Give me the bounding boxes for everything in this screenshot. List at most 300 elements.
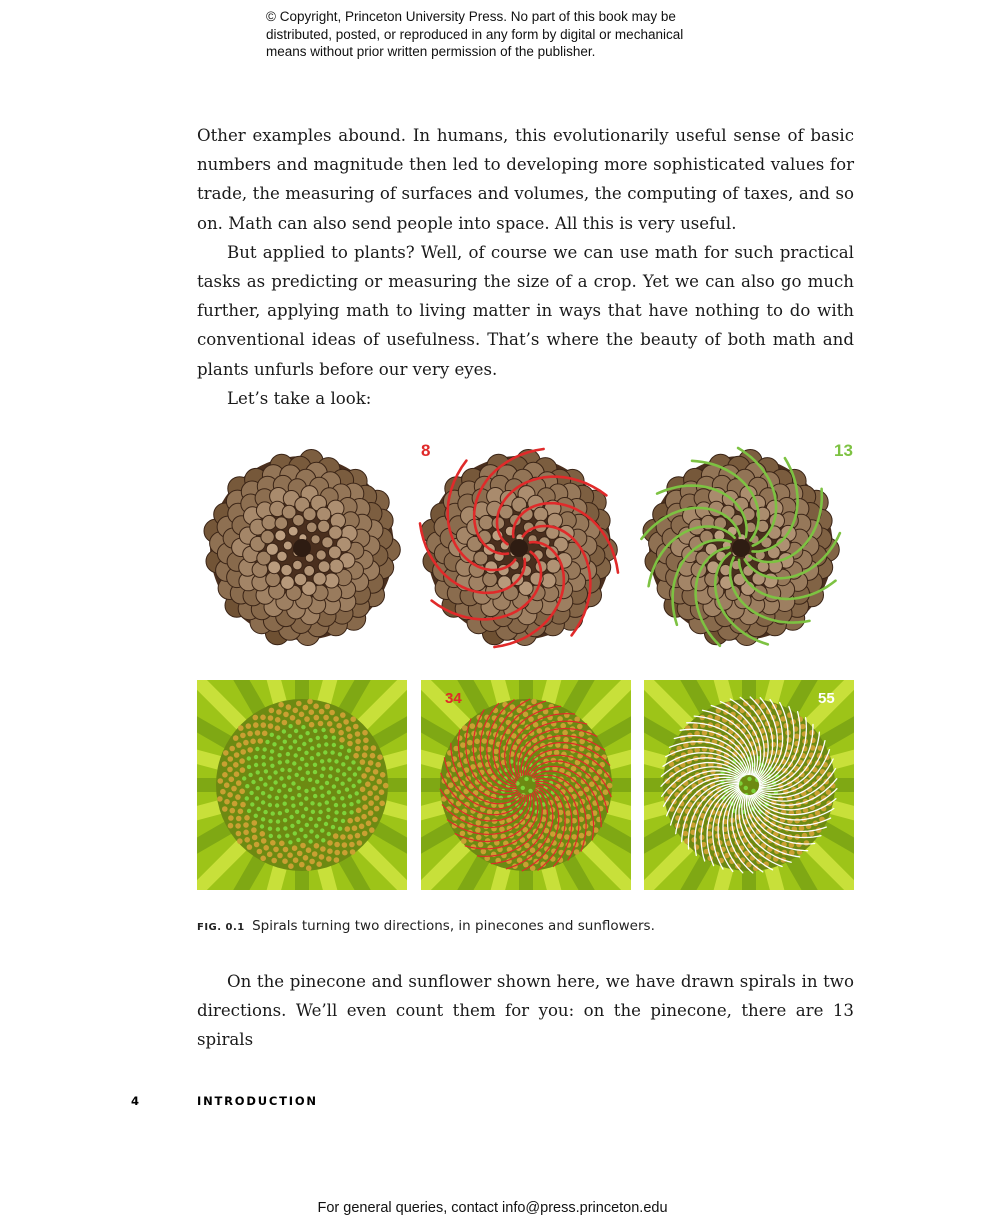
floret xyxy=(282,858,288,864)
floret xyxy=(314,824,318,828)
floret xyxy=(333,833,339,839)
floret xyxy=(571,834,577,840)
copyright-notice xyxy=(266,8,736,61)
floret xyxy=(231,786,237,792)
floret xyxy=(326,856,332,862)
paragraph: But applied to plants? Well, of course we can use math for such practical tasks as predicting or measuring the size of a crop. Yet we can also go much further, applying math to living matter in ways that have nothing to do with conventional ideas of usefulness. That’s where the beauty of both math and plants unfurls before our very eyes. xyxy=(197,242,854,379)
floret xyxy=(273,780,277,784)
floret xyxy=(586,831,592,837)
floret xyxy=(288,724,292,728)
floret xyxy=(327,721,333,727)
floret xyxy=(306,865,312,871)
floret xyxy=(374,795,380,801)
floret xyxy=(523,862,529,868)
floret xyxy=(261,800,265,804)
floret xyxy=(314,715,320,721)
floret xyxy=(236,816,242,822)
body-text-continued xyxy=(197,967,854,1055)
cone-scale xyxy=(294,573,306,585)
floret xyxy=(235,794,241,800)
floret xyxy=(273,770,277,774)
floret xyxy=(326,808,330,812)
floret xyxy=(342,842,348,848)
floret xyxy=(590,821,596,827)
floret xyxy=(339,745,343,749)
floret xyxy=(334,759,338,763)
floret xyxy=(368,800,374,806)
floret xyxy=(224,799,230,805)
floret xyxy=(269,756,273,760)
floret xyxy=(603,789,609,795)
cone-scale xyxy=(479,515,493,529)
floret xyxy=(283,802,287,806)
floret xyxy=(283,712,289,718)
floret xyxy=(236,742,242,748)
floret xyxy=(327,758,331,762)
cone-scale xyxy=(293,560,303,570)
floret xyxy=(256,786,260,790)
floret xyxy=(380,772,386,778)
floret xyxy=(262,731,268,737)
floret xyxy=(308,778,312,782)
floret xyxy=(329,766,333,770)
floret xyxy=(352,784,356,788)
spiral-count-label: 13 xyxy=(834,441,853,460)
floret xyxy=(297,851,303,857)
floret xyxy=(355,791,359,795)
floret xyxy=(366,821,372,827)
cone-scale xyxy=(283,541,292,550)
floret xyxy=(222,772,228,778)
floret xyxy=(332,743,336,747)
floret xyxy=(318,810,322,814)
floret xyxy=(254,814,258,818)
floret xyxy=(283,818,287,822)
floret xyxy=(243,830,249,836)
floret xyxy=(276,735,280,739)
floret xyxy=(340,782,344,786)
floret xyxy=(319,709,325,715)
floret xyxy=(257,807,261,811)
floret xyxy=(336,768,340,772)
floret xyxy=(267,794,271,798)
floret xyxy=(235,823,241,829)
floret xyxy=(690,740,696,746)
floret xyxy=(302,742,306,746)
floret xyxy=(311,787,315,791)
floret xyxy=(238,725,244,731)
floret xyxy=(261,791,265,795)
cone-scale xyxy=(275,517,288,530)
floret xyxy=(377,779,383,785)
floret xyxy=(295,810,299,814)
floret xyxy=(276,827,280,831)
sunflower-red-spirals xyxy=(421,680,631,890)
floret xyxy=(607,783,613,789)
cone-scale xyxy=(534,507,548,521)
floret xyxy=(222,761,228,767)
floret xyxy=(278,760,282,764)
floret xyxy=(283,847,289,853)
cone-scale xyxy=(485,561,498,574)
floret xyxy=(309,709,315,715)
floret xyxy=(291,781,295,785)
floret xyxy=(714,826,720,832)
floret xyxy=(371,745,377,751)
floret xyxy=(301,725,305,729)
floret xyxy=(342,772,346,776)
floret xyxy=(246,723,252,729)
floret xyxy=(339,737,345,743)
floret xyxy=(794,818,800,824)
floret xyxy=(329,710,335,716)
floret xyxy=(328,774,332,778)
floret xyxy=(342,850,348,856)
cone-scale xyxy=(293,515,305,527)
floret xyxy=(260,831,266,837)
floret xyxy=(327,840,333,846)
floret xyxy=(326,815,330,819)
floret xyxy=(334,850,340,856)
floret xyxy=(562,730,568,736)
floret xyxy=(336,723,342,729)
floret xyxy=(479,746,485,752)
floret xyxy=(531,699,537,705)
floret xyxy=(338,827,342,831)
floret xyxy=(457,735,463,741)
floret xyxy=(804,840,810,846)
floret xyxy=(247,765,251,769)
floret xyxy=(325,704,331,710)
floret xyxy=(325,800,329,804)
floret xyxy=(476,835,482,841)
floret xyxy=(347,741,353,747)
floret xyxy=(374,806,380,812)
floret xyxy=(537,728,543,734)
floret xyxy=(240,733,246,739)
floret xyxy=(277,789,281,793)
floret xyxy=(444,789,450,795)
floret xyxy=(360,759,366,765)
floret xyxy=(232,801,238,807)
floret xyxy=(260,824,264,828)
running-head: INTRODUCTION xyxy=(197,1094,318,1108)
floret xyxy=(299,828,303,832)
floret xyxy=(288,768,292,772)
floret xyxy=(305,823,309,827)
floret xyxy=(478,842,484,848)
floret xyxy=(330,750,334,754)
floret xyxy=(300,757,304,761)
floret xyxy=(517,708,523,714)
floret xyxy=(338,752,342,756)
cone-scale xyxy=(483,572,498,587)
floret xyxy=(275,803,279,807)
floret xyxy=(306,771,310,775)
pinecone-red-spirals xyxy=(414,440,624,655)
figure-label: FIG. 0.1 xyxy=(197,922,245,933)
floret xyxy=(367,791,373,797)
floret xyxy=(292,845,298,851)
floret xyxy=(304,716,310,722)
floret xyxy=(362,730,368,736)
floret xyxy=(332,736,336,740)
floret xyxy=(362,804,368,810)
floret xyxy=(263,810,267,814)
pinecone-photo xyxy=(197,440,407,655)
floret xyxy=(285,759,289,763)
floret xyxy=(357,779,361,783)
floret xyxy=(356,808,362,814)
floret xyxy=(786,737,792,743)
floret xyxy=(256,770,260,774)
floret xyxy=(270,764,274,768)
floret xyxy=(247,731,253,737)
floret xyxy=(319,785,323,789)
floret xyxy=(327,848,333,854)
floret xyxy=(574,849,580,855)
floret xyxy=(305,731,309,735)
floret xyxy=(487,845,493,851)
cone-scale xyxy=(303,508,316,521)
floret xyxy=(346,726,352,732)
floret xyxy=(304,763,308,767)
floret xyxy=(297,747,301,751)
floret xyxy=(693,723,699,729)
floret xyxy=(323,715,329,721)
floret xyxy=(323,750,327,754)
floret xyxy=(313,729,317,733)
floret xyxy=(268,723,274,729)
floret xyxy=(245,784,249,788)
floret xyxy=(292,761,296,765)
floret xyxy=(352,825,358,831)
floret xyxy=(270,840,276,846)
floret xyxy=(747,777,751,781)
floret xyxy=(254,763,258,767)
floret xyxy=(471,747,477,753)
cone-scale xyxy=(328,546,341,559)
floret xyxy=(585,773,591,779)
floret xyxy=(250,739,256,745)
floret xyxy=(257,849,263,855)
floret xyxy=(522,734,528,740)
floret xyxy=(353,724,359,730)
floret xyxy=(315,834,319,838)
floret xyxy=(691,837,697,843)
floret xyxy=(282,729,286,733)
floret xyxy=(340,712,346,718)
floret xyxy=(483,824,489,830)
floret xyxy=(357,766,361,770)
floret xyxy=(551,758,557,764)
floret xyxy=(316,861,322,867)
floret xyxy=(303,705,309,711)
floret xyxy=(285,809,289,813)
floret xyxy=(247,844,253,850)
floret xyxy=(383,783,389,789)
floret xyxy=(794,734,800,740)
floret xyxy=(273,847,279,853)
floret xyxy=(288,734,292,738)
floret xyxy=(282,784,286,788)
floret xyxy=(349,810,353,814)
floret xyxy=(355,833,361,839)
floret xyxy=(264,769,268,773)
floret xyxy=(554,750,560,756)
floret xyxy=(320,774,324,778)
floret xyxy=(347,749,351,753)
floret xyxy=(524,777,528,781)
floret xyxy=(263,782,267,786)
floret xyxy=(474,739,480,745)
floret xyxy=(799,825,805,831)
floret xyxy=(269,787,273,791)
floret xyxy=(243,822,249,828)
paragraph: On the pinecone and sunflower shown here, we have drawn spirals in two directions. We’ll even count them for you: on the pinecone, there are 13 spirals xyxy=(197,972,854,1050)
floret xyxy=(359,824,365,830)
floret xyxy=(341,762,345,766)
floret xyxy=(475,827,481,833)
floret xyxy=(334,810,338,814)
cone-scale xyxy=(317,507,331,521)
floret xyxy=(469,783,475,789)
floret xyxy=(288,745,292,749)
floret xyxy=(272,742,276,746)
cone-scale xyxy=(266,543,278,555)
floret xyxy=(254,755,258,759)
cone-center xyxy=(732,539,750,557)
floret xyxy=(290,824,294,828)
floret xyxy=(345,755,349,759)
floret xyxy=(461,838,467,844)
floret xyxy=(350,849,356,855)
floret xyxy=(308,738,312,742)
floret xyxy=(317,802,321,806)
floret xyxy=(338,730,344,736)
floret xyxy=(361,773,367,779)
floret xyxy=(315,780,319,784)
floret xyxy=(299,802,303,806)
floret xyxy=(379,801,385,807)
floret xyxy=(365,767,371,773)
floret xyxy=(307,699,313,705)
floret xyxy=(345,826,351,832)
floret xyxy=(228,823,234,829)
floret xyxy=(247,809,251,813)
floret xyxy=(251,827,257,833)
floret xyxy=(263,747,267,751)
floret xyxy=(304,751,308,755)
floret xyxy=(293,831,297,835)
floret xyxy=(796,842,802,848)
floret xyxy=(320,828,324,832)
floret xyxy=(310,746,314,750)
cone-center xyxy=(293,539,311,557)
floret xyxy=(351,760,355,764)
contact-footer: For general queries, contact info@press.princeton.edu xyxy=(317,1200,668,1216)
floret xyxy=(301,814,305,818)
floret xyxy=(369,776,375,782)
floret xyxy=(800,724,806,730)
floret xyxy=(288,788,292,792)
floret xyxy=(350,716,356,722)
floret xyxy=(370,753,376,759)
floret xyxy=(334,857,340,863)
floret xyxy=(260,856,266,862)
floret xyxy=(311,810,315,814)
floret xyxy=(239,789,245,795)
floret xyxy=(355,739,361,745)
body-text xyxy=(197,121,854,413)
cone-scale xyxy=(281,576,295,590)
floret xyxy=(298,766,302,770)
floret xyxy=(321,728,325,732)
floret xyxy=(227,767,233,773)
floret xyxy=(340,834,346,840)
cone-scale xyxy=(311,535,320,544)
spiral-count-label: 8 xyxy=(421,441,431,460)
floret xyxy=(325,781,329,785)
floret xyxy=(363,745,369,751)
cone-scale xyxy=(313,572,326,585)
floret xyxy=(247,756,251,760)
floret xyxy=(362,752,368,758)
floret xyxy=(229,777,235,783)
floret xyxy=(228,756,234,762)
floret xyxy=(355,731,361,737)
floret xyxy=(362,795,368,801)
floret xyxy=(320,759,324,763)
floret xyxy=(270,749,274,753)
floret xyxy=(285,834,289,838)
floret xyxy=(353,772,357,776)
floret xyxy=(368,810,374,816)
cone-scale xyxy=(329,559,343,573)
floret xyxy=(244,815,250,821)
floret xyxy=(299,735,303,739)
page-number: 4 xyxy=(131,1094,140,1108)
paragraph: Other examples abound. In humans, this evolutionarily useful sense of basic numbers and magnitude then led to developing more sophisticated values for trade, the measuring of surfaces and volumes, the computing of taxes, and so on. Math can also send people into space. All this is very useful. xyxy=(197,126,854,233)
floret xyxy=(494,811,500,817)
floret xyxy=(304,789,308,793)
cone-scale xyxy=(262,515,276,529)
floret xyxy=(308,839,312,843)
floret xyxy=(275,717,281,723)
floret xyxy=(313,794,317,798)
floret xyxy=(379,789,385,795)
floret xyxy=(316,752,320,756)
floret xyxy=(521,786,525,790)
floret xyxy=(296,701,302,707)
floret xyxy=(333,818,337,822)
floret xyxy=(482,738,488,744)
floret xyxy=(267,852,273,858)
floret xyxy=(499,827,505,833)
floret xyxy=(501,752,507,758)
floret xyxy=(361,814,367,820)
floret xyxy=(304,796,308,800)
floret xyxy=(349,802,353,806)
floret xyxy=(279,776,283,780)
floret xyxy=(306,847,312,853)
floret xyxy=(229,746,235,752)
floret xyxy=(265,740,269,744)
floret xyxy=(224,782,230,788)
floret xyxy=(347,818,353,824)
floret xyxy=(708,754,714,760)
floret xyxy=(312,851,318,857)
